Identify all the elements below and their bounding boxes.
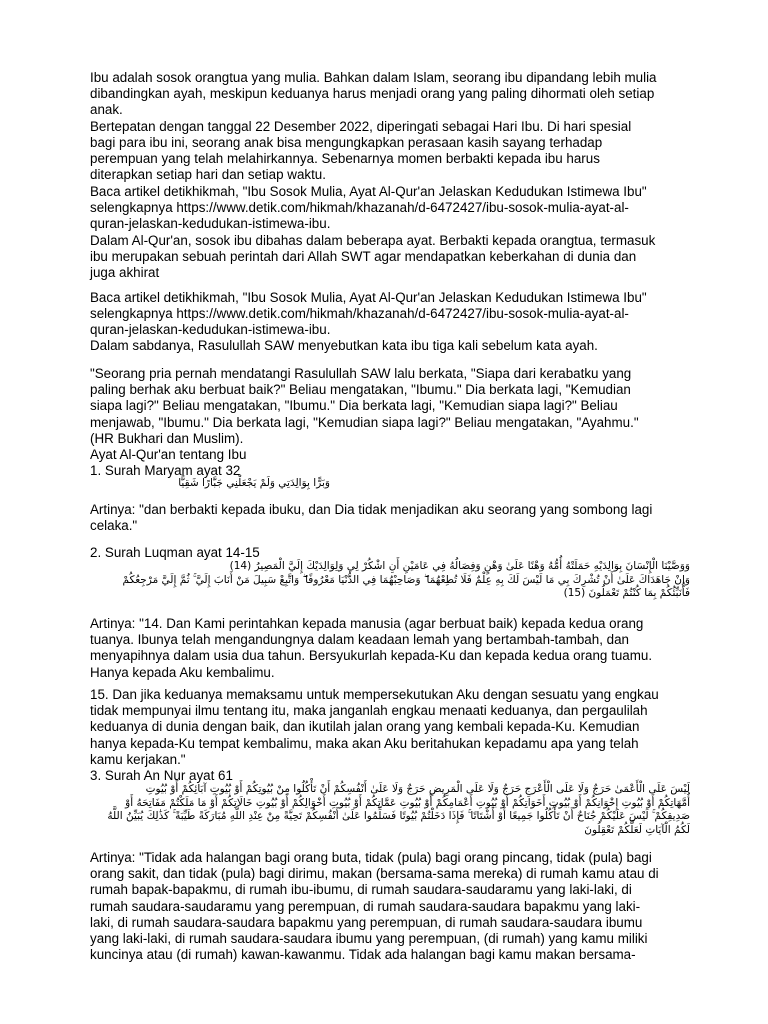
section-heading-an-nur: 3. Surah An Nur ayat 61: [90, 768, 233, 783]
translation-maryam: Artinya: "dan berbakti kepada ibuku, dan Dia tidak menjadikan aku seorang yang sombong lagi celaka.": [90, 502, 653, 534]
section-heading-maryam: Ayat Al-Qur'an tentang Ibu 1. Surah Maryam ayat 32: [90, 447, 247, 479]
arabic-verse-an-nur: لَيْسَ عَلَى الْأَعْمَىٰ حَرَجٌ وَلَا عَلَى الْأَعْرَجِ حَرَجٌ وَلَا عَلَى الْمَرِيضِ حَرَجٌ وَلَا عَلَىٰ أَنْفُسِكُمْ أَنْ تَأْكُلُوا مِنْ بُيُوتِكُمْ أَوْ بُيُوتِ آبَائِكُمْ أَوْ بُيُوتِ أُمَّهَاتِكُمْ أَوْ بُيُوتِ إِخْوَانِكُمْ أَوْ بُيُوتِ أَخَوَاتِكُمْ أَوْ بُيُوتِ أَعْمَامِكُمْ أَوْ بُيُوتِ عَمَّاتِكُمْ أَوْ بُيُوتِ أَخْوَالِكُمْ أَوْ بُيُوتِ خَالَاتِكُمْ أَوْ مَا مَلَكْتُمْ مَفَاتِحَهُ أَوْ صَدِيقِكُمْ ۚ لَيْسَ عَلَيْكُمْ جُنَاحٌ أَنْ تَأْكُلُوا جَمِيعًا أَوْ أَشْتَاتًا ۚ فَإِذَا دَخَلْتُمْ بُيُوتًا فَسَلِّمُوا عَلَىٰ أَنْفُسِكُمْ تَحِيَّةً مِنْ عِنْدِ اللَّهِ مُبَارَكَةً طَيِّبَةً ۚ كَذَٰلِكَ يُبَيِّنُ اللَّهُ لَكُمُ الْآيَاتِ لَعَلَّكُمْ تَعْقِلُونَ: [107, 783, 690, 836]
hadith-intro-paragraph: Dalam sabdanya, Rasulullah SAW menyebutkan kata ibu tiga kali sebelum kata ayah.: [90, 338, 598, 353]
translation-luqman-14: Artinya: "14. Dan Kami perintahkan kepada manusia (agar berbuat baik) kepada kedua orang tuanya. Ibunya telah mengandungnya dalam keadaan lemah yang bertambah-tambah, dan menyapihnya dalam usia dua tahun. Bersyukurlah kepada-Ku dan kepada kedua orang tuamu. Hanya kepada Aku kembalimu.: [90, 616, 653, 680]
intro-paragraph: Ibu adalah sosok orangtua yang mulia. Bahkan dalam Islam, seorang ibu dipandang lebih mulia dibandingkan ayah, meskipun keduanya harus menjadi orang yang paling dihormati oleh setiap anak. Bertepatan dengan tanggal 22 Desember 2022, diperingati sebagai Hari Ibu. Di hari spesial bagi para ibu ini, seorang anak bisa mengungkapkan perasaan kasih sayang terhadap perempuan yang telah melahirkannya. Sebenarnya momen berbakti kepada ibu harus diterapkan setiap hari dan setiap waktu.: [90, 70, 657, 183]
translation-luqman-15: 15. Dan jika keduanya memaksamu untuk mempersekutukan Aku dengan sesuatu yang engkau tidak mempunyai ilmu tentang itu, maka janganlah engkau menaati keduanya, dan pergaulilah keduanya di dunia dengan baik, dan ikutilah jalan orang yang kembali kepada-Ku. Kemudian hanya kepada-Ku tempat kembalimu, maka akan Aku beritahukan kepadamu apa yang telah kamu kerjakan.": [90, 687, 659, 767]
article-link-paragraph-2: Baca artikel detikhikmah, "Ibu Sosok Mulia, Ayat Al-Qur'an Jelaskan Kedudukan Istimewa Ibu" selengkapnya https://www.detik.com/hikmah/khazanah/d-6472427/ibu-sosok-mulia-ayat-al- quran-jelaskan-kedudukan-istimewa-ibu.: [90, 290, 647, 338]
quran-intro-paragraph: Dalam Al-Qur'an, sosok ibu dibahas dalam beberapa ayat. Berbakti kepada orangtua, termasuk ibu merupakan sebuah perintah dari Allah SWT agar mendapatkan keberkahan di dunia dan juga akhirat: [90, 233, 656, 281]
translation-an-nur: Artinya: "Tidak ada halangan bagi orang buta, tidak (pula) bagi orang pincang, tidak (pula) bagi orang sakit, dan tidak (pula) bagi dirimu, makan (bersama-sama mereka) di rumah kamu atau di rumah bapak-bapakmu, di rumah ibu-ibumu, di rumah saudara-saudaramu yang laki-laki, di rumah saudara-saudaramu yang perempuan, di rumah saudara-saudara bapakmu yang laki- laki, di rumah saudara-saudara bapakmu yang perempuan, di rumah saudara-saudara ibumu yang laki-laki, di rumah saudara-saudara ibumu yang perempuan, (di rumah) yang kamu miliki kuncinya atau (di rumah) kawan-kawanmu. Tidak ada halangan bagi kamu makan bersama-: [90, 850, 659, 963]
section-heading-luqman: 2. Surah Luqman ayat 14-15: [90, 545, 260, 560]
hadith-quote-paragraph: "Seorang pria pernah mendatangi Rasulullah SAW lalu berkata, "Siapa dari kerabatku yang paling berhak aku berbuat baik?" Beliau mengatakan, "Ibumu." Dia berkata lagi, "Kemudian siapa lagi?" Beliau mengatakan, "Ibumu." Dia berkata lagi, "Kemudian siapa lagi?" Beliau menjawab, "Ibumu." Dia berkata lagi, "Kemudian siapa lagi?" Beliau mengatakan, "Ayahmu." (HR Bukhari dan Muslim).: [90, 366, 639, 446]
arabic-verse-maryam: وَبَرًّا بِوَالِدَتِي وَلَمْ يَجْعَلْنِي جَبَّارًا شَقِيًّا: [178, 477, 330, 489]
article-link-paragraph: Baca artikel detikhikmah, "Ibu Sosok Mulia, Ayat Al-Qur'an Jelaskan Kedudukan Istimewa Ibu" selengkapnya https://www.detik.com/hikmah/khazanah/d-6472427/ibu-sosok-mulia-ayat-al- quran-jelaskan-kedudukan-istimewa-ibu.: [90, 184, 647, 232]
arabic-verse-luqman: وَوَصَّيْنَا الْإِنْسَانَ بِوَالِدَيْهِ حَمَلَتْهُ أُمُّهُ وَهْنًا عَلَىٰ وَهْنٍ وَفِصَالُهُ فِي عَامَيْنِ أَنِ اشْكُرْ لِي وَلِوَالِدَيْكَ إِلَيَّ الْمَصِيرُ (14) وَإِنْ جَاهَدَاكَ عَلَىٰ أَنْ تُشْرِكَ بِي مَا لَيْسَ لَكَ بِهِ عِلْمٌ فَلَا تُطِعْهُمَا ۖ وَصَاحِبْهُمَا فِي الدُّنْيَا مَعْرُوفًا ۖ وَاتَّبِعْ سَبِيلَ مَنْ أَنَابَ إِلَيَّ ۚ ثُمَّ إِلَيَّ مَرْجِعُكُمْ فَأُنَبِّئُكُمْ بِمَا كُنْتُمْ تَعْمَلُونَ (15): [122, 560, 690, 600]
